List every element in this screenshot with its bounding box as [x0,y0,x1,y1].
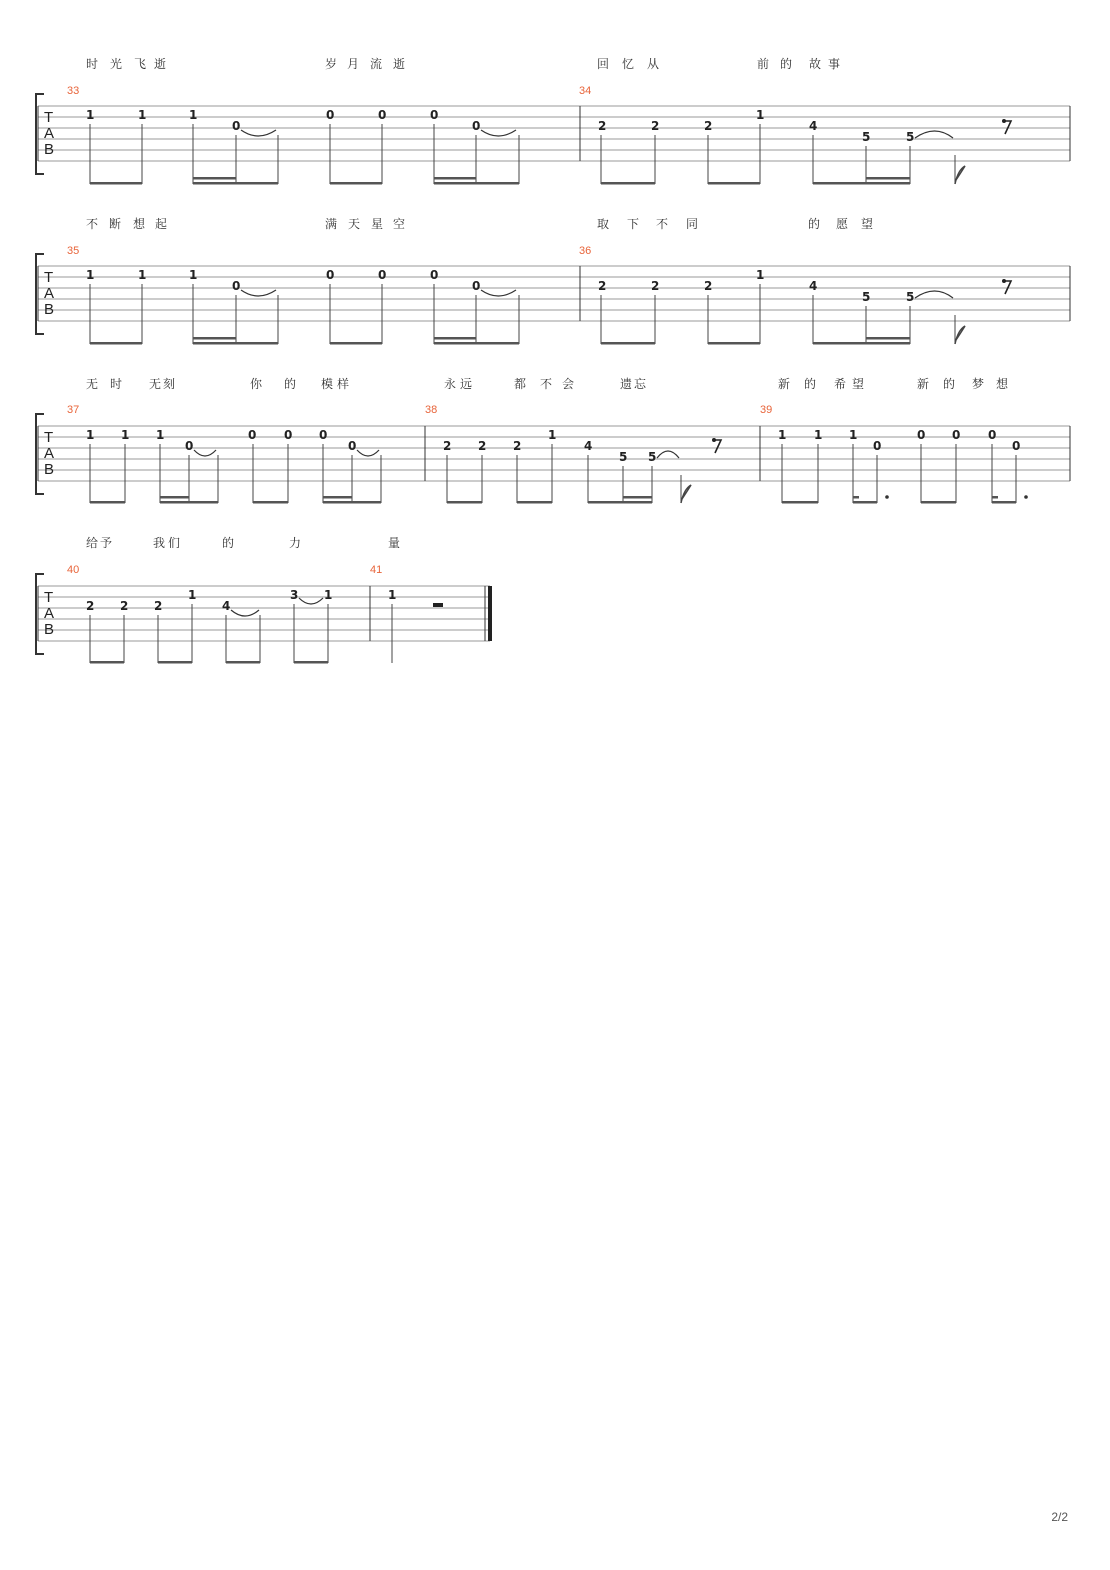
lyric-syllable: 梦 [972,377,985,391]
fret-number: 0 [319,428,328,442]
lyric-syllable: 时 [86,57,99,71]
fret-number: 2 [120,599,129,613]
lyric-syllable: 予 [100,536,113,550]
lyric-syllable: 星 [371,217,384,231]
lyrics-line [86,216,873,231]
lyric-syllable: 光 [110,57,123,71]
lyric-syllable: 新 [778,377,791,391]
fret-number: 0 [378,268,387,282]
fret-number: 0 [248,428,257,442]
fret-number: 0 [185,439,194,453]
measure-number: 39 [760,404,773,416]
fret-number: 0 [378,108,387,122]
tie [241,130,276,136]
measure-number: 40 [67,564,80,576]
lyric-syllable: 想 [996,377,1009,391]
lyric-syllable: 望 [861,217,874,231]
tie [357,450,379,456]
lyric-syllable: 愿 [836,217,849,231]
lyric-syllable: 希 [834,377,847,391]
lyric-syllable: 忘 [634,377,647,391]
eighth-flag [681,485,691,503]
fret-number: 1 [86,108,95,122]
lyric-syllable: 月 [347,57,360,71]
eighth-rest-dot [1002,119,1006,123]
final-barline [488,586,492,641]
fret-number: 4 [809,279,818,293]
tab-letter: T [44,429,54,446]
fret-number: 2 [154,599,163,613]
tab-letter: A [44,605,55,622]
lyric-syllable: 断 [109,217,122,231]
beams-system-2 [90,284,955,344]
lyric-syllable: 永 [444,377,457,391]
fret-number: 2 [478,439,487,453]
tie [481,130,516,136]
eighth-flag [955,166,965,184]
beam-bars-system-1 [90,177,910,185]
lyric-syllable: 的 [804,377,817,391]
fret-number: 1 [756,268,765,282]
tie [657,451,679,458]
lyric-syllable: 想 [133,217,146,231]
lyric-syllable: 都 [514,377,527,391]
lyric-syllable: 量 [388,536,401,550]
lyric-syllable: 会 [562,377,575,391]
fret-number: 0 [284,428,293,442]
lyric-syllable: 同 [686,217,699,231]
lyric-syllable: 们 [168,536,181,550]
fret-number: 0 [988,428,997,442]
lyric-syllable: 起 [155,217,168,231]
fret-number: 0 [952,428,961,442]
fret-number: 1 [324,588,333,602]
tab-letter: T [44,109,54,126]
lyric-syllable: 前 [757,57,770,71]
fret-number: 1 [138,108,147,122]
beams-system-4 [90,604,392,663]
fret-number: 5 [862,130,871,144]
beam-bars-system-4 [90,661,328,664]
beam-bars-system-2 [90,337,910,345]
fret-number: 1 [189,108,198,122]
dot [885,495,889,499]
tie [915,131,953,138]
tab-letter: A [44,125,55,142]
fret-number: 0 [472,279,481,293]
fret-number: 1 [756,108,765,122]
tie [481,290,516,296]
lyric-syllable: 时 [110,377,123,391]
lyrics-line [86,56,840,71]
fret-number: 5 [906,290,915,304]
lyric-syllable: 遗 [620,377,633,391]
fret-number: 0 [472,119,481,133]
fret-number: 2 [598,279,607,293]
lyric-syllable: 望 [852,377,865,391]
lyric-syllable: 满 [325,217,338,231]
fret-number: 2 [598,119,607,133]
fret-number: 5 [862,290,871,304]
fret-number: 0 [917,428,926,442]
lyric-syllable: 忆 [622,57,635,71]
fret-number: 1 [189,268,198,282]
fret-number: 2 [704,279,713,293]
fret-number: 1 [188,588,197,602]
lyric-syllable: 无 [86,377,99,391]
lyrics-line [86,376,1009,391]
fret-number: 0 [326,108,335,122]
fret-number: 1 [778,428,787,442]
tab-letter: B [44,141,55,158]
tab-letter: A [44,285,55,302]
fret-number: 0 [430,268,439,282]
fret-number: 1 [86,268,95,282]
tab-letter: B [44,461,55,478]
lyric-syllable: 的 [943,377,956,391]
fret-number: 5 [648,450,657,464]
page-number: 2/2 [1051,1510,1068,1524]
lyric-syllable: 你 [250,377,263,391]
half-rest [433,603,443,607]
eighth-rest-dot [712,438,716,442]
lyric-syllable: 力 [289,536,302,550]
fret-number: 0 [430,108,439,122]
system-4 [38,586,490,641]
lyric-syllable: 我 [153,536,166,550]
fret-number: 2 [704,119,713,133]
tie [915,291,953,298]
fret-number: 0 [232,279,241,293]
measure-number: 41 [370,564,383,576]
measure-number: 33 [67,85,80,97]
lyric-syllable: 逝 [393,57,406,71]
lyric-syllable: 故 [809,57,822,71]
lyric-syllable: 给 [86,536,99,550]
tie [299,598,323,604]
tab-letter: T [44,589,54,606]
measure-number: 34 [579,85,592,97]
lyric-syllable: 不 [656,217,669,231]
lyric-syllable: 模 [321,377,334,391]
lyric-syllable: 无 [149,377,162,391]
lyric-syllable: 空 [393,217,406,231]
fret-number: 2 [513,439,522,453]
lyric-syllable: 岁 [325,57,338,71]
lyric-syllable: 取 [597,217,610,231]
lyric-syllable: 事 [828,57,841,71]
lyric-syllable: 样 [337,377,350,391]
fret-number: 0 [326,268,335,282]
lyric-syllable: 不 [86,217,99,231]
lyrics-line [86,535,400,550]
lyric-syllable: 逝 [154,57,167,71]
lyric-syllable: 的 [780,57,793,71]
measure-number: 38 [425,404,438,416]
lyric-syllable: 的 [284,377,297,391]
system-4-barlines [38,586,485,641]
lyric-syllable: 新 [917,377,930,391]
lyric-syllable: 飞 [134,57,147,71]
measure-number: 37 [67,404,80,416]
fret-number: 1 [156,428,165,442]
eighth-rest-dot [1002,279,1006,283]
beams-system-1 [90,124,955,184]
lyric-syllable: 流 [370,57,383,71]
tab-letter: B [44,621,55,638]
dot [1024,495,1028,499]
tie [231,610,259,616]
tab-letter: A [44,445,55,462]
lyric-syllable: 天 [348,217,361,231]
lyric-syllable: 从 [647,57,660,71]
lyric-syllable: 的 [222,536,235,550]
fret-number: 2 [86,599,95,613]
fret-number: 1 [814,428,823,442]
fret-number: 4 [809,119,818,133]
lyric-syllable: 不 [540,377,553,391]
fret-number: 0 [348,439,357,453]
fret-number: 5 [619,450,628,464]
fret-number: 1 [121,428,130,442]
fret-number: 1 [138,268,147,282]
tab-letter: B [44,301,55,318]
lyric-syllable: 下 [627,217,640,231]
fret-number: 2 [651,119,660,133]
fret-number: 4 [222,599,231,613]
fret-number: 2 [651,279,660,293]
fret-number: 4 [584,439,593,453]
measure-number: 36 [579,245,592,257]
fret-number: 0 [232,119,241,133]
lyric-syllable: 刻 [163,377,176,391]
fret-number: 1 [86,428,95,442]
lyric-syllable: 回 [597,57,610,71]
fret-number: 0 [873,439,882,453]
fret-number: 1 [548,428,557,442]
tie [194,450,216,456]
fret-number: 1 [849,428,858,442]
lyric-syllable: 的 [808,217,821,231]
measure-number: 35 [67,245,80,257]
tab-letter: T [44,269,54,286]
fret-number: 5 [906,130,915,144]
fret-number: 2 [443,439,452,453]
lyric-syllable: 远 [460,377,473,391]
tie [241,290,276,296]
fret-number: 0 [1012,439,1021,453]
eighth-flag [955,326,965,344]
fret-number: 3 [290,588,299,602]
fret-number: 1 [388,588,397,602]
